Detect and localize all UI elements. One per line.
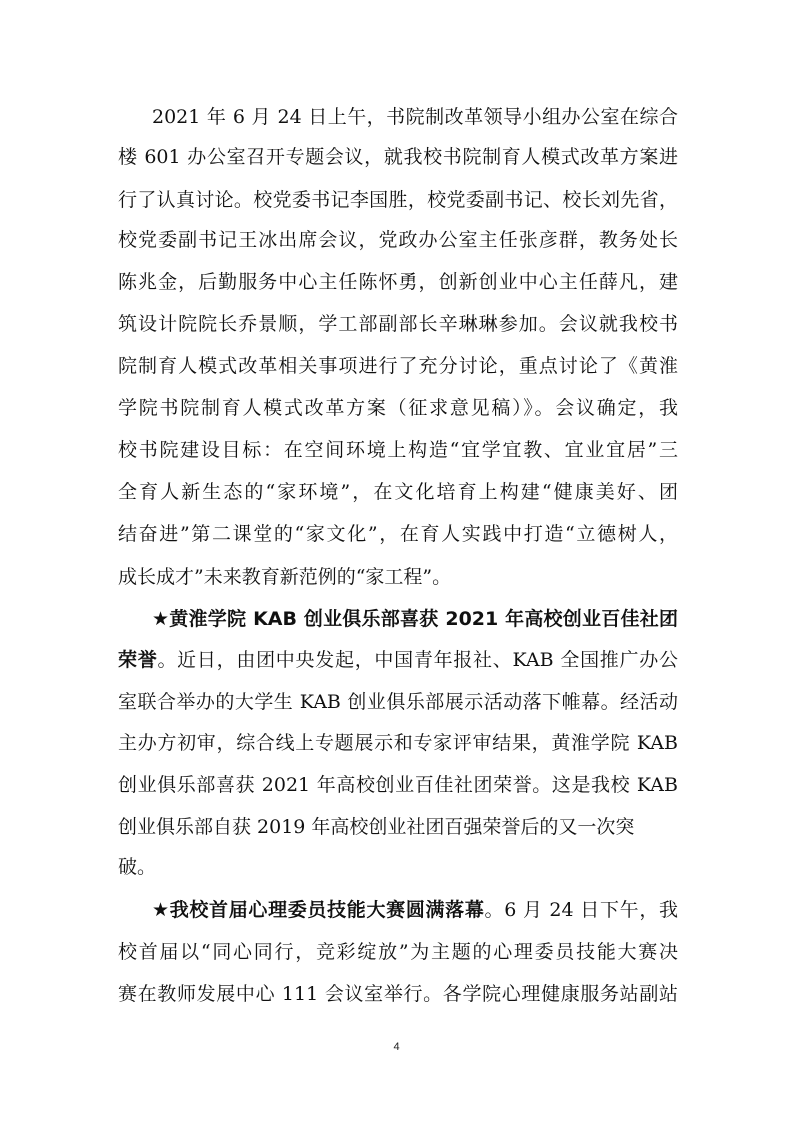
- paragraph2-heading-cont: 荣誉: [118, 649, 158, 671]
- paragraph2-line-1: [118, 648, 678, 672]
- paragraph1-line-5: 陈兆金，后勤服务中心主任陈怀勇，创新创业中心主任薛凡，建: [118, 271, 678, 293]
- paragraph1-line-7: 院制育人模式改革相关事项进行了充分讨论，重点讨论了《黄淮: [118, 355, 678, 377]
- paragraph1-line-9: 校书院建设目标：在空间环境上构造“宜学宜教、宜业宜居”三: [118, 439, 678, 461]
- paragraph1-line-2: 楼 601 办公室召开专题会议，就我校书院制育人模式改革方案进: [118, 146, 678, 168]
- paragraph3-line-2: 校首届以“同心同行，竞彩绽放”为主题的心理委员技能大赛决: [118, 941, 678, 963]
- paragraph2-line-4: 创业俱乐部喜获 2021 年高校创业百佳社团荣誉。这是我校 KAB: [118, 774, 678, 796]
- paragraph1-line-12: 成长成才”未来教育新范例的“家工程”。: [118, 566, 452, 588]
- paragraph1-line-6: 筑设计院院长乔景顺，学工部副部长辛琳琳参加。会议就我校书: [118, 313, 678, 335]
- paragraph3-line-1: [152, 898, 678, 922]
- paragraph1-line-10: 全育人新生态的“家环境”，在文化培育上构建“健康美好、团: [118, 481, 678, 503]
- paragraph2-line-3: 主办方初审，综合线上专题展示和专家评审结果，黄淮学院 KAB: [118, 732, 678, 754]
- paragraph1-line-3: 行了认真讨论。校党委书记李国胜，校党委副书记、校长刘先省，: [118, 189, 678, 211]
- paragraph1-line-11: 结奋进”第二课堂的“家文化”，在育人实践中打造“立德树人，: [118, 523, 678, 545]
- paragraph1-line-4: 校党委副书记王冰出席会议，党政办公室主任张彦群，教务处长: [118, 229, 678, 251]
- paragraph1-line-1: 2021 年 6 月 24 日上午，书院制改革领导小组办公室在综合: [152, 106, 678, 128]
- paragraph2-heading: ★黄淮学院 KAB 创业俱乐部喜获 2021 年高校创业百佳社团: [152, 608, 678, 630]
- paragraph3-first-rest: 。6 月 24 日下午，我: [484, 899, 678, 921]
- paragraph2-line-6: 破。: [118, 856, 157, 878]
- paragraph2-first-rest: 。近日，由团中央发起，中国青年报社、KAB 全国推广办公: [157, 649, 678, 671]
- paragraph2-line-2: 室联合举办的大学生 KAB 创业俱乐部展示活动落下帷幕。经活动: [118, 691, 678, 713]
- paragraph3-heading: ★我校首届心理委员技能大赛圆满落幕: [152, 899, 485, 921]
- paragraph3-line-3: 赛在教师发展中心 111 会议室举行。各学院心理健康服务站副站: [118, 983, 678, 1005]
- page-number: 4: [393, 1041, 400, 1053]
- paragraph1-line-8: 学院书院制育人模式改革方案（征求意见稿）》。会议确定，我: [118, 397, 678, 419]
- paragraph2-line-5: 创业俱乐部自获 2019 年高校创业社团百强荣誉后的又一次突: [118, 816, 635, 838]
